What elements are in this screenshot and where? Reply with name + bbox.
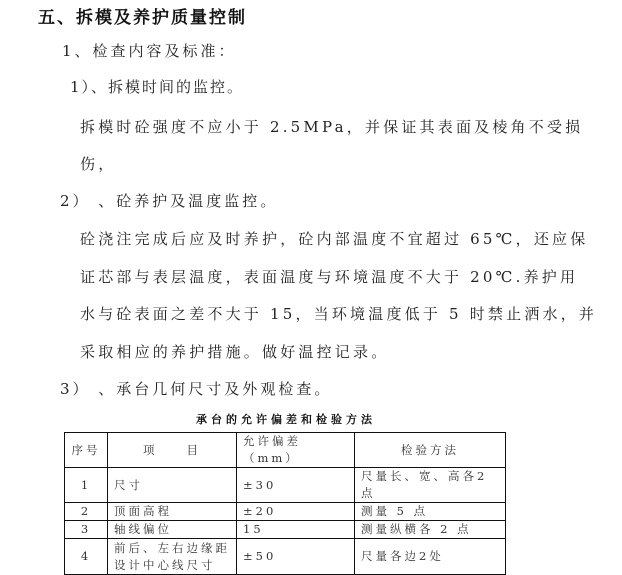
cell-method: 尺量各边2处 [355,539,506,575]
table-row [65,521,506,539]
header-item: 项 目 [108,433,237,468]
cell-seq: 3 [65,521,108,539]
item-2-text-line-2: 证芯部与表层温度，表面温度与环境温度不大于 20℃.养护用 [80,268,579,286]
tolerance-table [64,432,506,575]
subheading-inspection: 1、检查内容及标准： [62,42,237,60]
cell-item: 尺寸 [108,468,237,503]
header-tolerance: 允许偏差（mm） [237,433,355,468]
item-2-heading: 2） 、砼养护及温度监控。 [60,192,279,210]
cell-seq: 1 [65,468,108,503]
cell-item: 前后、左右边缘距设计中心线尺寸 [108,539,237,575]
table-row [65,468,506,503]
item-2-text-line-3: 水与砼表面之差不大于 15，当环境温度低于 5 时禁止洒水，并 [80,305,598,323]
header-seq: 序号 [65,433,108,468]
header-method: 检验方法 [355,433,506,468]
cell-item: 顶面高程 [108,503,237,521]
table-header-row [65,433,506,468]
table-row [65,503,506,521]
cell-item: 轴线偏位 [108,521,237,539]
item-2-text-line-1: 砼浇注完成后应及时养护，砼内部温度不宜超过 65℃，还应保 [80,230,589,248]
item-1-text-line-1: 拆模时砼强度不应小于 2.5MPa，并保证其表面及棱角不受损 [80,118,584,136]
table-caption: 承台的允许偏差和检验方法 [196,413,376,426]
cell-tolerance: ±50 [237,539,355,575]
cell-tolerance: 15 [237,521,355,539]
section-title: 五、拆模及养护质量控制 [38,8,247,28]
item-3-heading: 3） 、承台几何尺寸及外观检查。 [60,380,333,398]
cell-seq: 4 [65,539,108,575]
item-2-text-line-4: 采取相应的养护措施。做好温控记录。 [80,343,390,361]
cell-seq: 2 [65,503,108,521]
table-row [65,539,506,575]
cell-tolerance: ±20 [237,503,355,521]
item-1-text-line-2: 伤， [80,155,117,173]
cell-method: 测量 5 点 [355,503,506,521]
cell-method: 尺量长、宽、高各2点 [355,468,506,503]
cell-method: 测量纵横各 2 点 [355,521,506,539]
item-1-heading: 1）、拆模时间的监控。 [70,78,245,96]
cell-tolerance: ±30 [237,468,355,503]
